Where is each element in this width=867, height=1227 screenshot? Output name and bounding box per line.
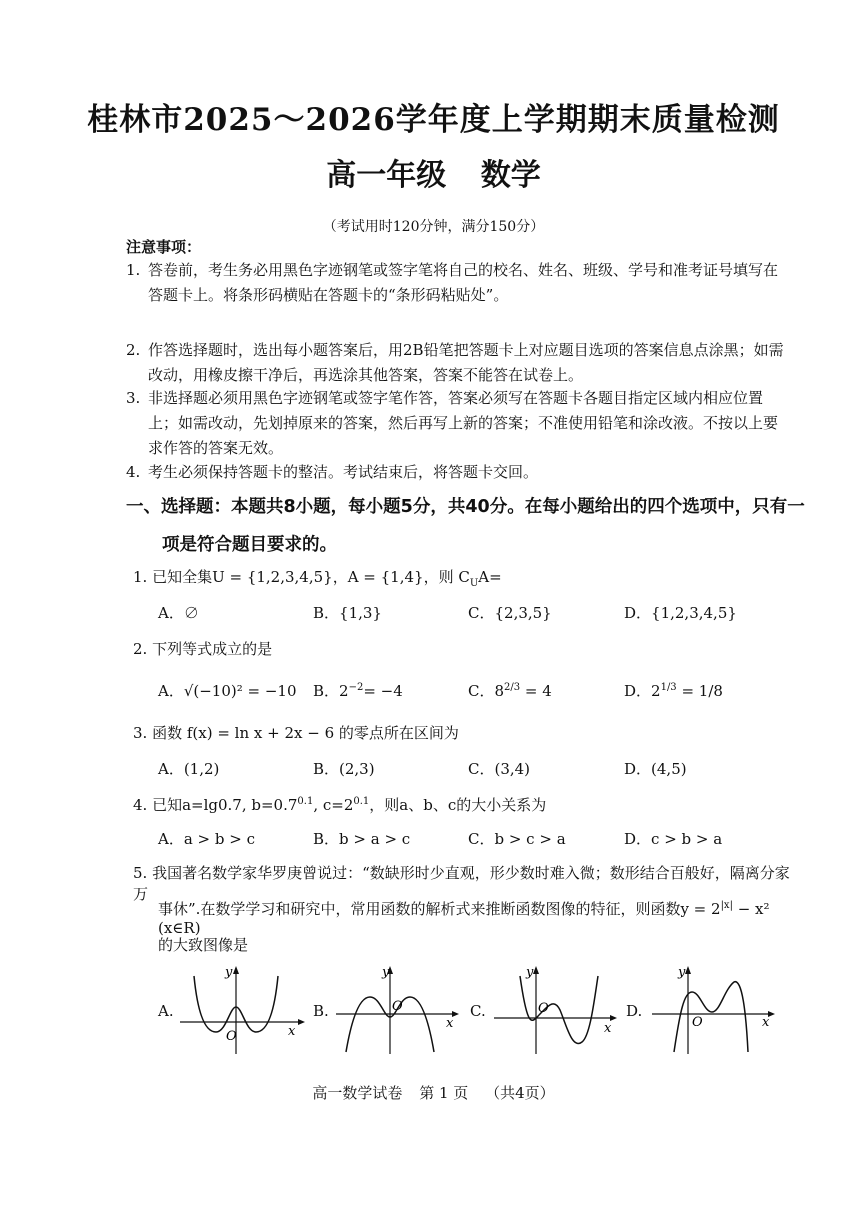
notice-item-2 <box>126 338 786 388</box>
q1-stem-tail: A= <box>478 568 502 586</box>
graph-c-x-label: x <box>604 1021 612 1036</box>
graph-b-origin: O <box>392 999 403 1014</box>
question-4-stem: 4. 已知a=lg0.7, $b=0.7^{0.1}$, $c=2^{0.1}$，则a、b、c的大小关系为 <box>133 796 547 814</box>
graph-c-origin: O <box>538 1001 549 1016</box>
q1-option-a: A．∅ <box>158 604 199 622</box>
notice-num: 1. <box>126 261 141 279</box>
question-3-stem: 3. 函数 f(x) = ln x + 2x − 6 的零点所在区间为 <box>133 724 459 742</box>
subject-label: 数学 <box>480 158 541 193</box>
q3-option-d: D．(4,5) <box>624 760 687 778</box>
grade-label: 高一年级 <box>326 158 447 193</box>
question-5-line-2: 事休”.在数学学习和研究中，常用函数的解析式来推断函数图像的特征，则函数$y = 2^{|x|} - x^2$ (x∈R) <box>158 900 770 937</box>
q5-graph-b <box>334 962 464 1058</box>
notice-num: 3. <box>126 389 141 407</box>
exam-info: （考试用时120分钟，满分150分） <box>322 219 545 235</box>
q2-option-d: D．$2^{1/3} = 1/8$ <box>624 682 723 700</box>
graph-a-y-label: y <box>225 965 233 980</box>
exam-title: 桂林市2025～2026学年度上学期期末质量检测 <box>87 102 780 138</box>
question-5-line-3: 的大致图像是 <box>158 936 249 954</box>
q1-option-b: B．{1,3} <box>313 604 382 622</box>
q4-option-b: B．b > a > c <box>313 830 411 848</box>
q2-option-c: C．$8^{2/3} = 4$ <box>468 682 552 700</box>
q4-option-d: D．c > b > a <box>624 830 723 848</box>
q5-option-d-label: D. <box>626 1002 643 1020</box>
q2-option-b: B．$2^{-2}= -4$ <box>313 682 403 700</box>
graph-c-y-label: y <box>526 965 534 980</box>
footer-name: 高一数学试卷 <box>312 1084 403 1102</box>
notice-item-4 <box>126 460 786 485</box>
q3-option-c: C．(3,4) <box>468 760 531 778</box>
q4-option-c: C．b > c > a <box>468 830 566 848</box>
notice-item-3 <box>126 386 786 461</box>
footer-total: （共4页） <box>485 1084 555 1102</box>
notice-text: 考生必须保持答题卡的整洁。考试结束后，将答题卡交回。 <box>148 463 539 481</box>
notice-num: 2. <box>126 341 141 359</box>
q3-option-a: A．(1,2) <box>158 760 220 778</box>
q4-option-a: A．a > b > c <box>158 830 255 848</box>
graph-d-origin: O <box>692 1015 703 1030</box>
question-1-stem <box>133 566 783 589</box>
q2-option-a: A．√(−10)² = −10 <box>158 682 297 700</box>
q5-option-b-label: B. <box>313 1002 329 1020</box>
notice-text: 答卷前，考生务必用黑色字迹钢笔或签字笔将自己的校名、姓名、班级、学号和准考证号填写在答题卡上。将条形码横贴在答题卡的“条形码粘贴处”。 <box>148 261 779 304</box>
graph-b-x-label: x <box>446 1016 454 1031</box>
graph-b-y-label: y <box>382 965 390 980</box>
question-5-line-1: 5. 我国著名数学家华罗庚曾说过：“数缺形时少直观，形少数时难入微；数形结合百般好，隔离分家万 <box>133 864 790 903</box>
exam-subtitle <box>0 150 867 194</box>
q5-graph-c <box>492 962 622 1058</box>
q5-option-c-label: C. <box>470 1002 486 1020</box>
notice-heading: 注意事项： <box>126 238 202 256</box>
notice-text: 作答选择题时，选出每小题答案后，用2B铅笔把答题卡上对应题目选项的答案信息点涂黑；如需改动，用橡皮擦干净后，再选涂其他答案，答案不能答在试卷上。 <box>148 341 784 384</box>
q1-option-c: C．{2,3,5} <box>468 604 552 622</box>
q1-option-d: D．{1,2,3,4,5} <box>624 604 737 622</box>
footer-page: 第 1 页 <box>419 1084 469 1102</box>
page-footer <box>0 1082 867 1103</box>
q5-option-a-label: A. <box>158 1002 174 1020</box>
graph-a-origin: O <box>226 1029 237 1044</box>
question-2-stem: 2. 下列等式成立的是 <box>133 640 273 658</box>
graph-d-x-label: x <box>762 1015 770 1030</box>
q5-graph-a <box>178 962 308 1058</box>
q5-graph-d <box>650 962 780 1058</box>
graph-a-x-label: x <box>288 1024 296 1039</box>
notice-item-1 <box>126 258 786 308</box>
notice-text: 非选择题必须用黑色字迹钢笔或签字笔作答，答案必须写在答题卡各题目指定区域内相应位置上；如需改动，先划掉原来的答案，然后再写上新的答案；不准使用铅笔和涂改液。不按以上要求作答的答案无效。 <box>148 389 779 457</box>
notice-num: 4. <box>126 463 141 481</box>
graph-d-y-label: y <box>678 965 686 980</box>
q1-stem-text: 1. 已知全集U = {1,2,3,4,5}，A = {1,4}，则 C <box>133 568 470 586</box>
q3-option-b: B．(2,3) <box>313 760 375 778</box>
section-1-heading: 一、选择题：本题共8小题，每小题5分，共40分。在每小题给出的四个选项中，只有一项是符合题目要求的。 <box>126 497 805 555</box>
q1-subscript: U <box>469 578 479 589</box>
